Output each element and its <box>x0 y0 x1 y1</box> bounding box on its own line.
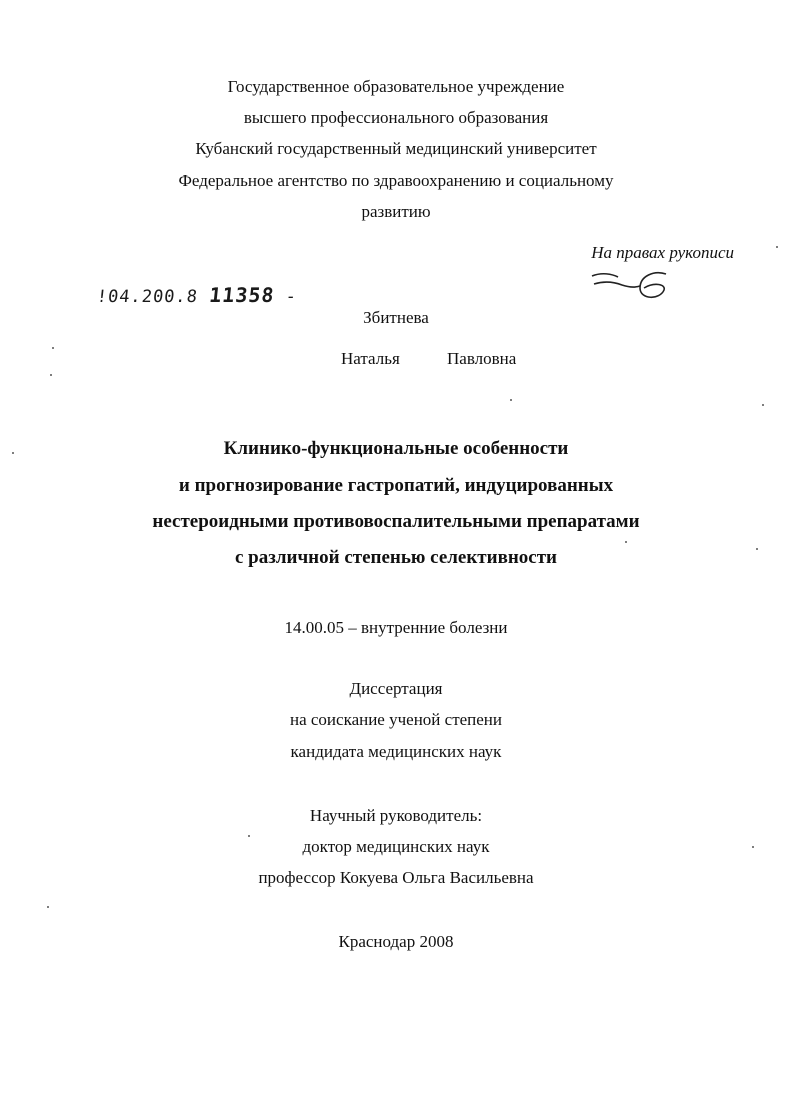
author-patronymic: Павловна <box>447 349 517 368</box>
institution-line-4: Федеральное агентство по здравоохранению и социальному <box>178 171 614 190</box>
city-year: Краснодар 2008 <box>338 932 454 951</box>
supervisor-degree: доктор медицинских наук <box>302 837 490 856</box>
manuscript-rights-note: На правах рукописи <box>591 243 734 262</box>
supervisor-name: профессор Кокуева Ольга Васильевна <box>258 868 534 887</box>
thesis-title-line-2: и прогнозирование гастропатий, индуцированных <box>178 475 614 496</box>
handwritten-signature <box>588 268 674 304</box>
scan-speck <box>752 846 754 848</box>
scan-speck <box>762 404 764 406</box>
author-name-row <box>0 348 792 370</box>
institution-line-2: высшего профессионального образования <box>243 108 549 127</box>
supervisor-label: Научный руководитель: <box>309 806 483 825</box>
scan-speck <box>12 452 14 454</box>
scan-speck <box>625 541 627 543</box>
scan-speck <box>47 906 49 908</box>
stamp-prefix: !04.200.8 <box>95 287 199 307</box>
stamp-suffix: - <box>284 287 298 307</box>
thesis-title-line-1: Клинико-функциональные особенности <box>223 438 569 459</box>
stamp-number: 11358 <box>208 283 276 307</box>
archive-stamp <box>96 283 299 307</box>
institution-line-5: развитию <box>361 202 431 221</box>
scan-speck <box>52 347 54 349</box>
scan-speck <box>756 548 758 550</box>
degree-line-1: на соискание ученой степени <box>289 710 503 729</box>
author-first-name: Наталья <box>341 349 400 368</box>
author-surname: Збитнева <box>363 308 429 327</box>
dissertation-label: Диссертация <box>349 679 443 698</box>
degree-line-2: кандидата медицинских наук <box>290 742 502 761</box>
thesis-title-line-4: с различной степенью селективности <box>234 547 558 568</box>
institution-line-1: Государственное образовательное учреждение <box>227 77 565 96</box>
scan-speck <box>776 246 778 248</box>
scan-speck <box>248 835 250 837</box>
institution-line-3: Кубанский государственный медицинский университет <box>195 139 597 158</box>
specialty-code: 14.00.05 – внутренние болезни <box>284 618 508 637</box>
thesis-title-line-3: нестероидными противовоспалительными препаратами <box>152 511 640 532</box>
scan-speck <box>50 374 52 376</box>
scan-speck <box>510 399 512 401</box>
